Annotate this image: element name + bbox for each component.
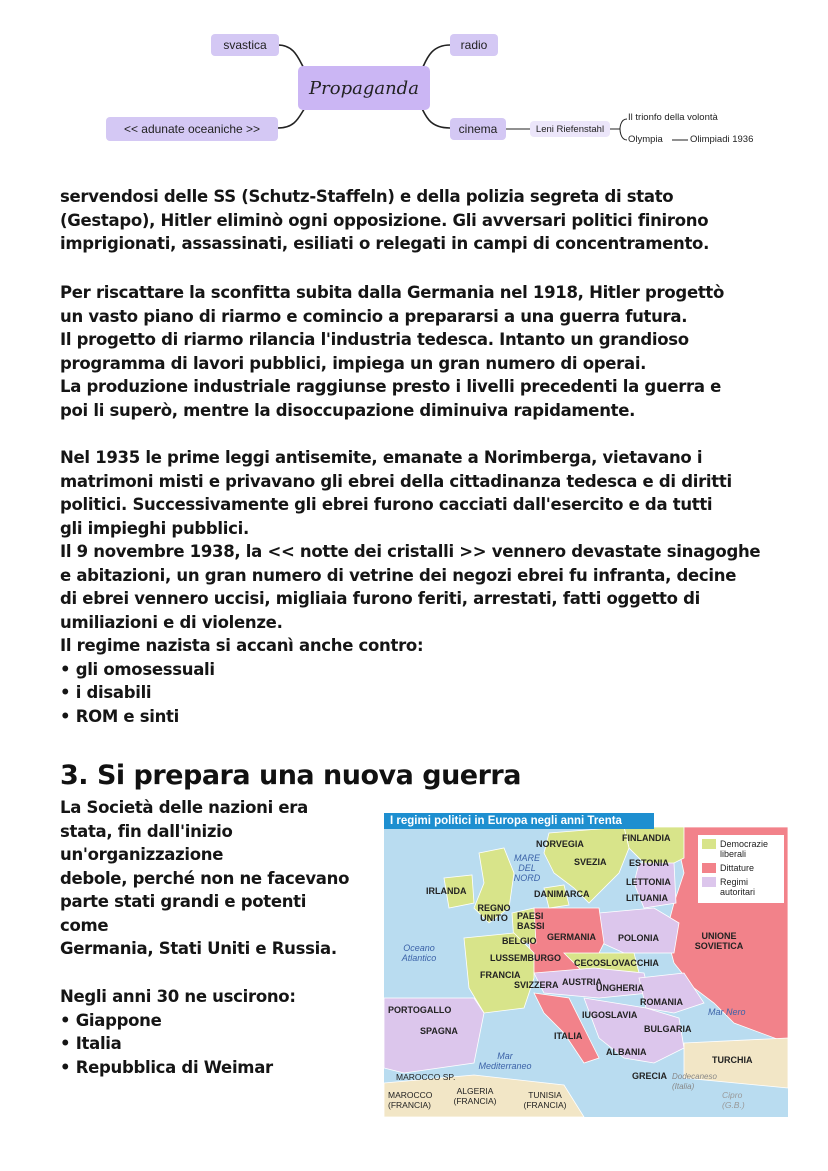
mindmap-node-riefenstahl: [530, 121, 610, 137]
list-item: • Italia: [60, 1034, 122, 1053]
list-item: • Repubblica di Weimar: [60, 1057, 273, 1077]
map-label-lituania: LITUANIA: [626, 893, 668, 903]
map-label-cipro: Cipro (G.B.): [722, 1090, 745, 1110]
section-title: 3. Si prepara una nuova guerra: [60, 760, 521, 791]
mindmap-label: Leni Riefenstahl: [535, 123, 605, 135]
section-text: [60, 796, 370, 961]
map-label-regno-unito: REGNO UNITO: [477, 903, 511, 923]
map-label-estonia: ESTONIA: [629, 858, 669, 868]
text-line: matrimoni misti e privavano gli ebrei della cittadinanza tedesca e di diritti: [60, 471, 732, 491]
map-label-paesi-bassi: PAESI BASSI: [517, 911, 545, 931]
text-line: Nel 1935 le prime leggi antisemite, emanate a Norimberga, vietavano i: [60, 448, 703, 467]
text-line: di ebrei vennero uccisi, migliaia furono feriti, arrestati, fatti oggetto di: [60, 589, 700, 608]
text-line: La produzione industriale raggiunse presto i livelli precedenti la guerra e: [60, 377, 722, 396]
legend-swatch-regimi: [702, 877, 716, 887]
europe-map: [384, 813, 788, 1117]
text-line: un'organizzazione: [60, 845, 224, 864]
mindmap-node-adunate: [106, 117, 278, 141]
mindmap-node-svastica: [211, 34, 279, 56]
text-line: Il regime nazista si accanì anche contro:: [60, 636, 424, 655]
map-label-mar-mediterraneo: Mar Mediterraneo: [478, 1051, 532, 1071]
paragraph-repression: [60, 185, 800, 256]
map-label-albania: ALBANIA: [606, 1047, 647, 1057]
map-label-lussemburgo: LUSSEMBURGO: [490, 953, 562, 963]
map-label-algeria: ALGERIA (FRANCIA): [453, 1086, 497, 1106]
map-label-portogallo: PORTOGALLO: [388, 1005, 452, 1015]
map-label-romania: ROMANIA: [640, 997, 683, 1007]
map-label-svezia: SVEZIA: [574, 857, 607, 867]
text-line: (Gestapo), Hitler eliminò ogni opposizione. Gli avversari politici finirono: [60, 210, 709, 230]
text-line: Per riscattare la sconfitta subita dalla Germania nel 1918, Hitler progettò: [60, 283, 725, 302]
map-label-oceano: Oceano Atlantico: [401, 943, 437, 963]
legend-dittature: [702, 863, 754, 873]
text-line: come: [60, 915, 109, 935]
text-line: Il 9 novembre 1938, la << notte dei cristalli >> vennero devastate sinagoghe: [60, 542, 761, 561]
legend-swatch-dittature: [702, 863, 716, 873]
text-line: Il progetto di riarmo rilancia l'industria tedesca. Intanto un grandioso: [60, 330, 689, 349]
legend-label: Regimi autoritari: [720, 877, 756, 897]
mindmap-center-node: [298, 66, 430, 110]
mindmap-label: cinema: [458, 122, 498, 136]
map-label-mar-nero: Mar Nero: [708, 1007, 746, 1017]
map-label-francia: FRANCIA: [480, 970, 521, 980]
map-label-ungheria: UNGHERIA: [596, 983, 645, 993]
mindmap-label: << adunate oceaniche >>: [123, 122, 261, 136]
text-line: umiliazioni e di violenze.: [60, 612, 283, 632]
list-item: • Giappone: [60, 1010, 162, 1030]
mindmap-label: radio: [460, 38, 488, 52]
map-label-austria: AUSTRIA: [562, 977, 602, 987]
map-label-grecia: GRECIA: [632, 1071, 668, 1081]
mindmap-label: svastica: [223, 38, 267, 52]
mindmap-olimpiadi: Olimpiadi 1936: [690, 134, 754, 145]
legend-label: Democrazie liberali: [720, 839, 769, 859]
map-label-spagna: SPAGNA: [420, 1026, 458, 1036]
map-label-lettonia: LETTONIA: [626, 877, 671, 887]
map-legend: [698, 835, 784, 903]
map-label-cecoslovacchia: CECOSLOVACCHIA: [574, 958, 659, 968]
map-label-bulgaria: BULGARIA: [644, 1024, 692, 1034]
legend-swatch-democrazie: [702, 839, 716, 849]
map-label-marocco-sp: MAROCCO SP.: [396, 1072, 456, 1082]
list-item: • i disabili: [60, 683, 152, 702]
text-line: stata, fin dall'inizio: [60, 821, 233, 841]
map-label-danimarca: DANIMARCA: [534, 889, 590, 899]
paragraph-rearmament: [60, 281, 800, 422]
map-label-polonia: POLONIA: [618, 933, 660, 943]
text-line: La Società delle nazioni era: [60, 798, 308, 817]
text-line: servendosi delle SS (Schutz-Staffeln) e della polizia segreta di stato: [60, 187, 674, 206]
map-label-finlandia: FINLANDIA: [622, 833, 671, 843]
paragraph-antisemitism: [60, 446, 800, 728]
map-label-tunisia: TUNISIA (FRANCIA): [523, 1090, 567, 1110]
map-label-marocco-fr: MAROCCO (FRANCIA): [388, 1090, 433, 1110]
mindmap-olympia: Olympia: [628, 134, 663, 145]
text-line: parte stati grandi e potenti: [60, 892, 307, 911]
mindmap-node-radio: [450, 34, 498, 56]
map-label-italia: ITALIA: [554, 1031, 583, 1041]
mindmap-center-label: Propaganda: [309, 77, 419, 99]
map-title: I regimi politici in Europa negli anni Trenta: [384, 813, 654, 829]
map-label-mare-nord: MARE DEL NORD: [513, 853, 541, 883]
map-label-norvegia: NORVEGIA: [536, 839, 584, 849]
legend-regimi: [702, 877, 780, 897]
map-label-turchia: TURCHIA: [712, 1055, 753, 1065]
map-label-svizzera: SVIZZERA: [514, 980, 559, 990]
text-line: programma di lavori pubblici, impiega un gran numero di operai.: [60, 353, 647, 373]
map-label-belgio: BELGIO: [502, 936, 537, 946]
map-label-irlanda: IRLANDA: [426, 886, 467, 896]
text-line: gli impieghi pubblici.: [60, 518, 249, 538]
mindmap-node-cinema: [450, 118, 506, 140]
text-line: poi li superò, mentre la disoccupazione diminuiva rapidamente.: [60, 400, 636, 420]
list-item: • gli omosessuali: [60, 659, 215, 679]
legend-label: Dittature: [720, 863, 755, 873]
map-label-unione-sovietica: UNIONE SOVIETICA: [694, 931, 744, 951]
text-line: un vasto piano di riarmo e comincio a prepararsi a una guerra futura.: [60, 306, 688, 326]
text-line: imprigionati, assassinati, esiliati o relegati in campi di concentramento.: [60, 234, 710, 253]
map-label-dodecaneso: Dodecaneso (Italia): [672, 1072, 717, 1091]
exit-list: [60, 985, 370, 1079]
text-line: Negli anni 30 ne uscirono:: [60, 987, 296, 1006]
text-line: debole, perché non ne facevano: [60, 868, 350, 888]
text-line: e abitazioni, un gran numero di vetrine dei negozi ebrei fu infranta, decine: [60, 565, 737, 585]
map-label-jugoslavia: IUGOSLAVIA: [582, 1010, 638, 1020]
list-item: • ROM e sinti: [60, 706, 179, 726]
text-line: politici. Successivamente gli ebrei furono cacciati dall'esercito e da tutti: [60, 495, 713, 514]
text-line: Germania, Stati Uniti e Russia.: [60, 939, 337, 958]
mindmap-trionfo: Il trionfo della volontà: [628, 112, 718, 123]
map-label-germania: GERMANIA: [547, 932, 596, 942]
legend-democrazie: [702, 839, 780, 859]
